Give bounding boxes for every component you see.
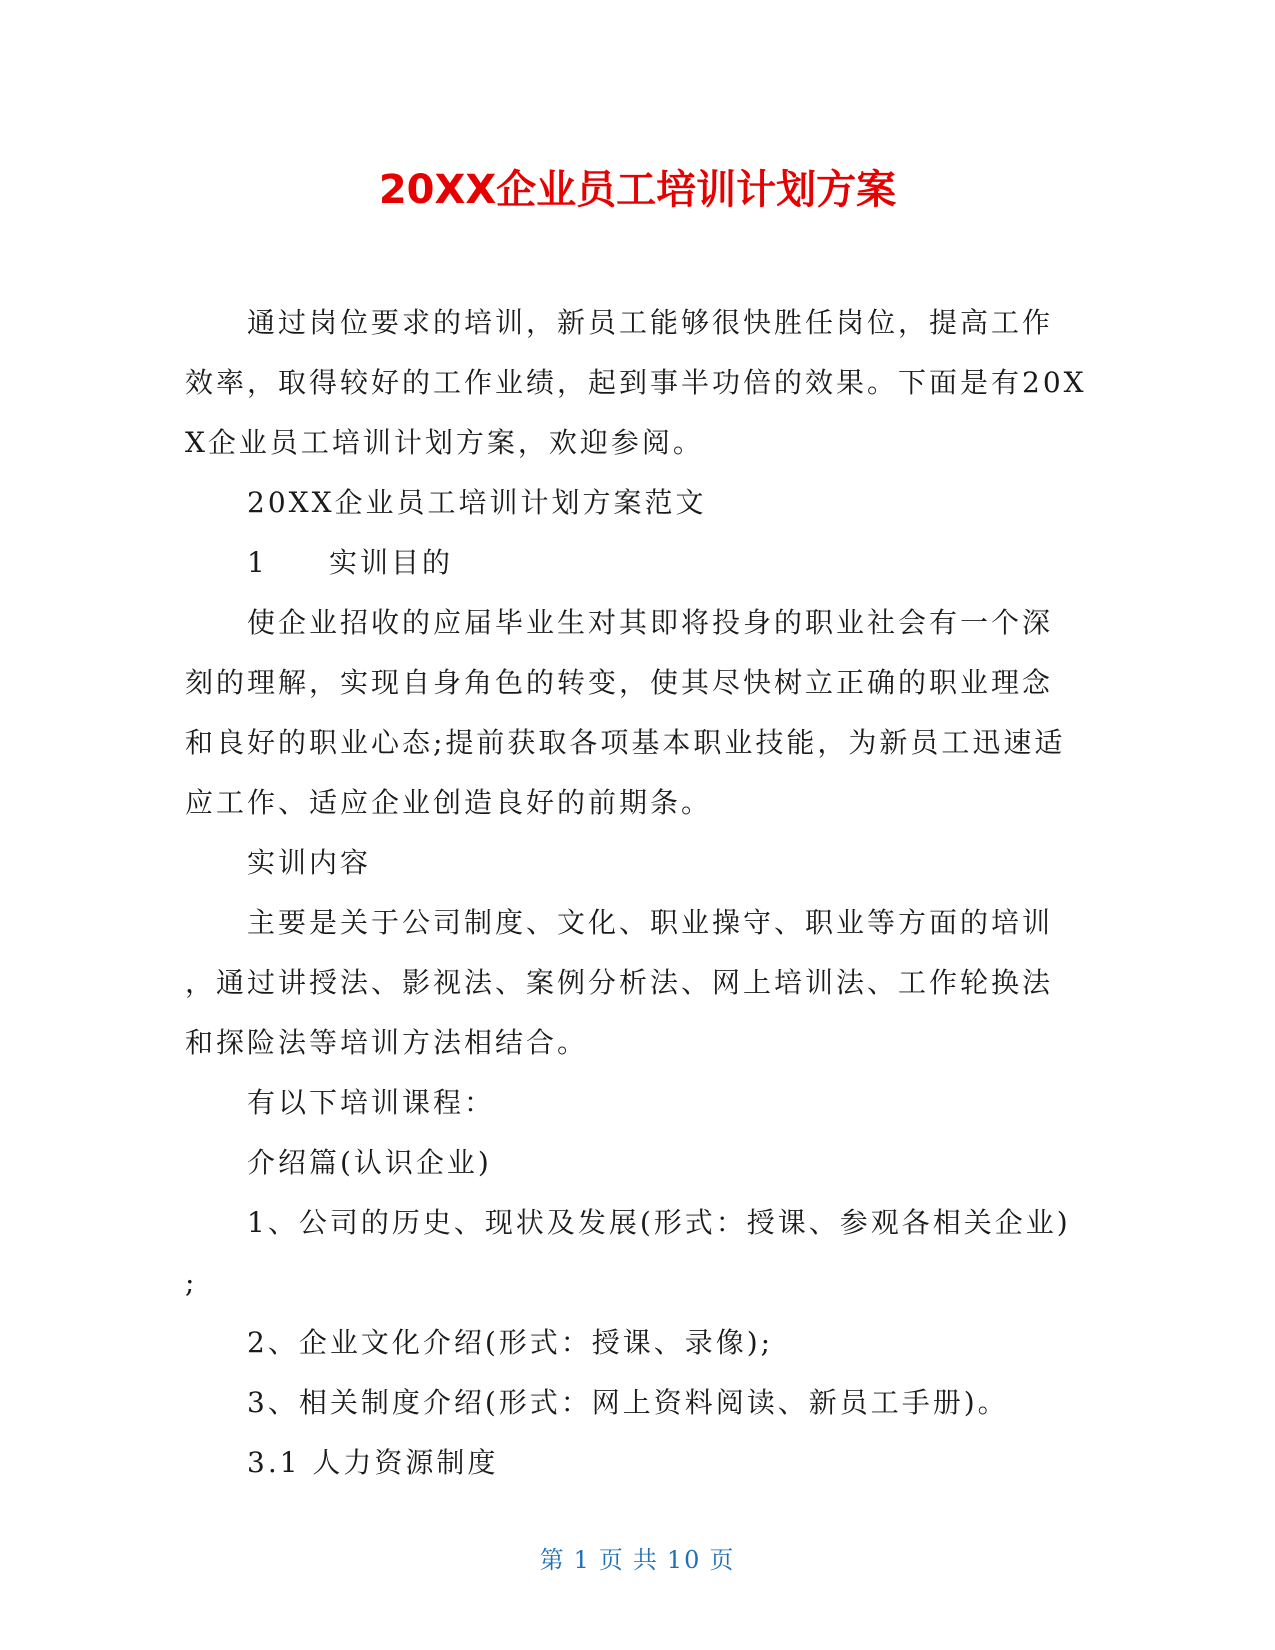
document-title: 20XX企业员工培训计划方案	[378, 167, 897, 213]
paragraph-line: 应工作、适应企业创造良好的前期条。	[185, 786, 713, 819]
section-heading: 实训内容	[247, 846, 372, 879]
paragraph-line: ，通过讲授法、影视法、案例分析法、网上培训法、工作轮换法	[185, 966, 1054, 999]
sub-list-item: 3.1 人力资源制度	[247, 1446, 499, 1479]
section-heading	[185, 533, 1085, 593]
subtitle-line: 20XX企业员工培训计划方案范文	[247, 486, 707, 519]
paragraph-line: 效率，取得较好的工作业绩，起到事半功倍的效果。下面是有20X	[185, 366, 1087, 399]
paragraph-line: 和良好的职业心态;提前获取各项基本职业技能，为新员工迅速适	[185, 726, 1066, 759]
list-item: 3、相关制度介绍(形式：网上资料阅读、新员工手册)。	[247, 1386, 1009, 1419]
list-item-continuation: ;	[185, 1266, 198, 1299]
list-item: 1、公司的历史、现状及发展(形式：授课、参观各相关企业)	[247, 1206, 1071, 1239]
paragraph-line: 刻的理解，实现自身角色的转变，使其尽快树立正确的职业理念	[185, 666, 1054, 699]
footer-total-pages: 10	[666, 1546, 702, 1574]
paragraph-line: 使企业招收的应届毕业生对其即将投身的职业社会有一个深	[247, 606, 1054, 639]
document-body	[185, 293, 1085, 1493]
footer-total-word: 共	[632, 1546, 659, 1574]
footer-suffix: 页	[709, 1546, 736, 1574]
paragraph-line: 有以下培训课程：	[247, 1086, 496, 1119]
footer-current-page: 1	[573, 1546, 591, 1574]
paragraph-line: 通过岗位要求的培训，新员工能够很快胜任岗位，提高工作	[247, 306, 1054, 339]
paragraph-line: 和探险法等培训方法相结合。	[185, 1026, 589, 1059]
section-title: 实训目的	[329, 546, 454, 579]
paragraph-line: 主要是关于公司制度、文化、职业操守、职业等方面的培训	[247, 906, 1054, 939]
paragraph-line: X企业员工培训计划方案，欢迎参阅。	[185, 426, 704, 459]
paragraph-line: 介绍篇(认识企业)	[247, 1146, 492, 1179]
page-footer	[0, 1540, 1275, 1575]
section-number: 1	[247, 546, 268, 579]
footer-prefix: 第	[539, 1546, 566, 1574]
footer-page-word: 页	[598, 1546, 625, 1574]
list-item: 2、企业文化介绍(形式：授课、录像);	[247, 1326, 774, 1359]
